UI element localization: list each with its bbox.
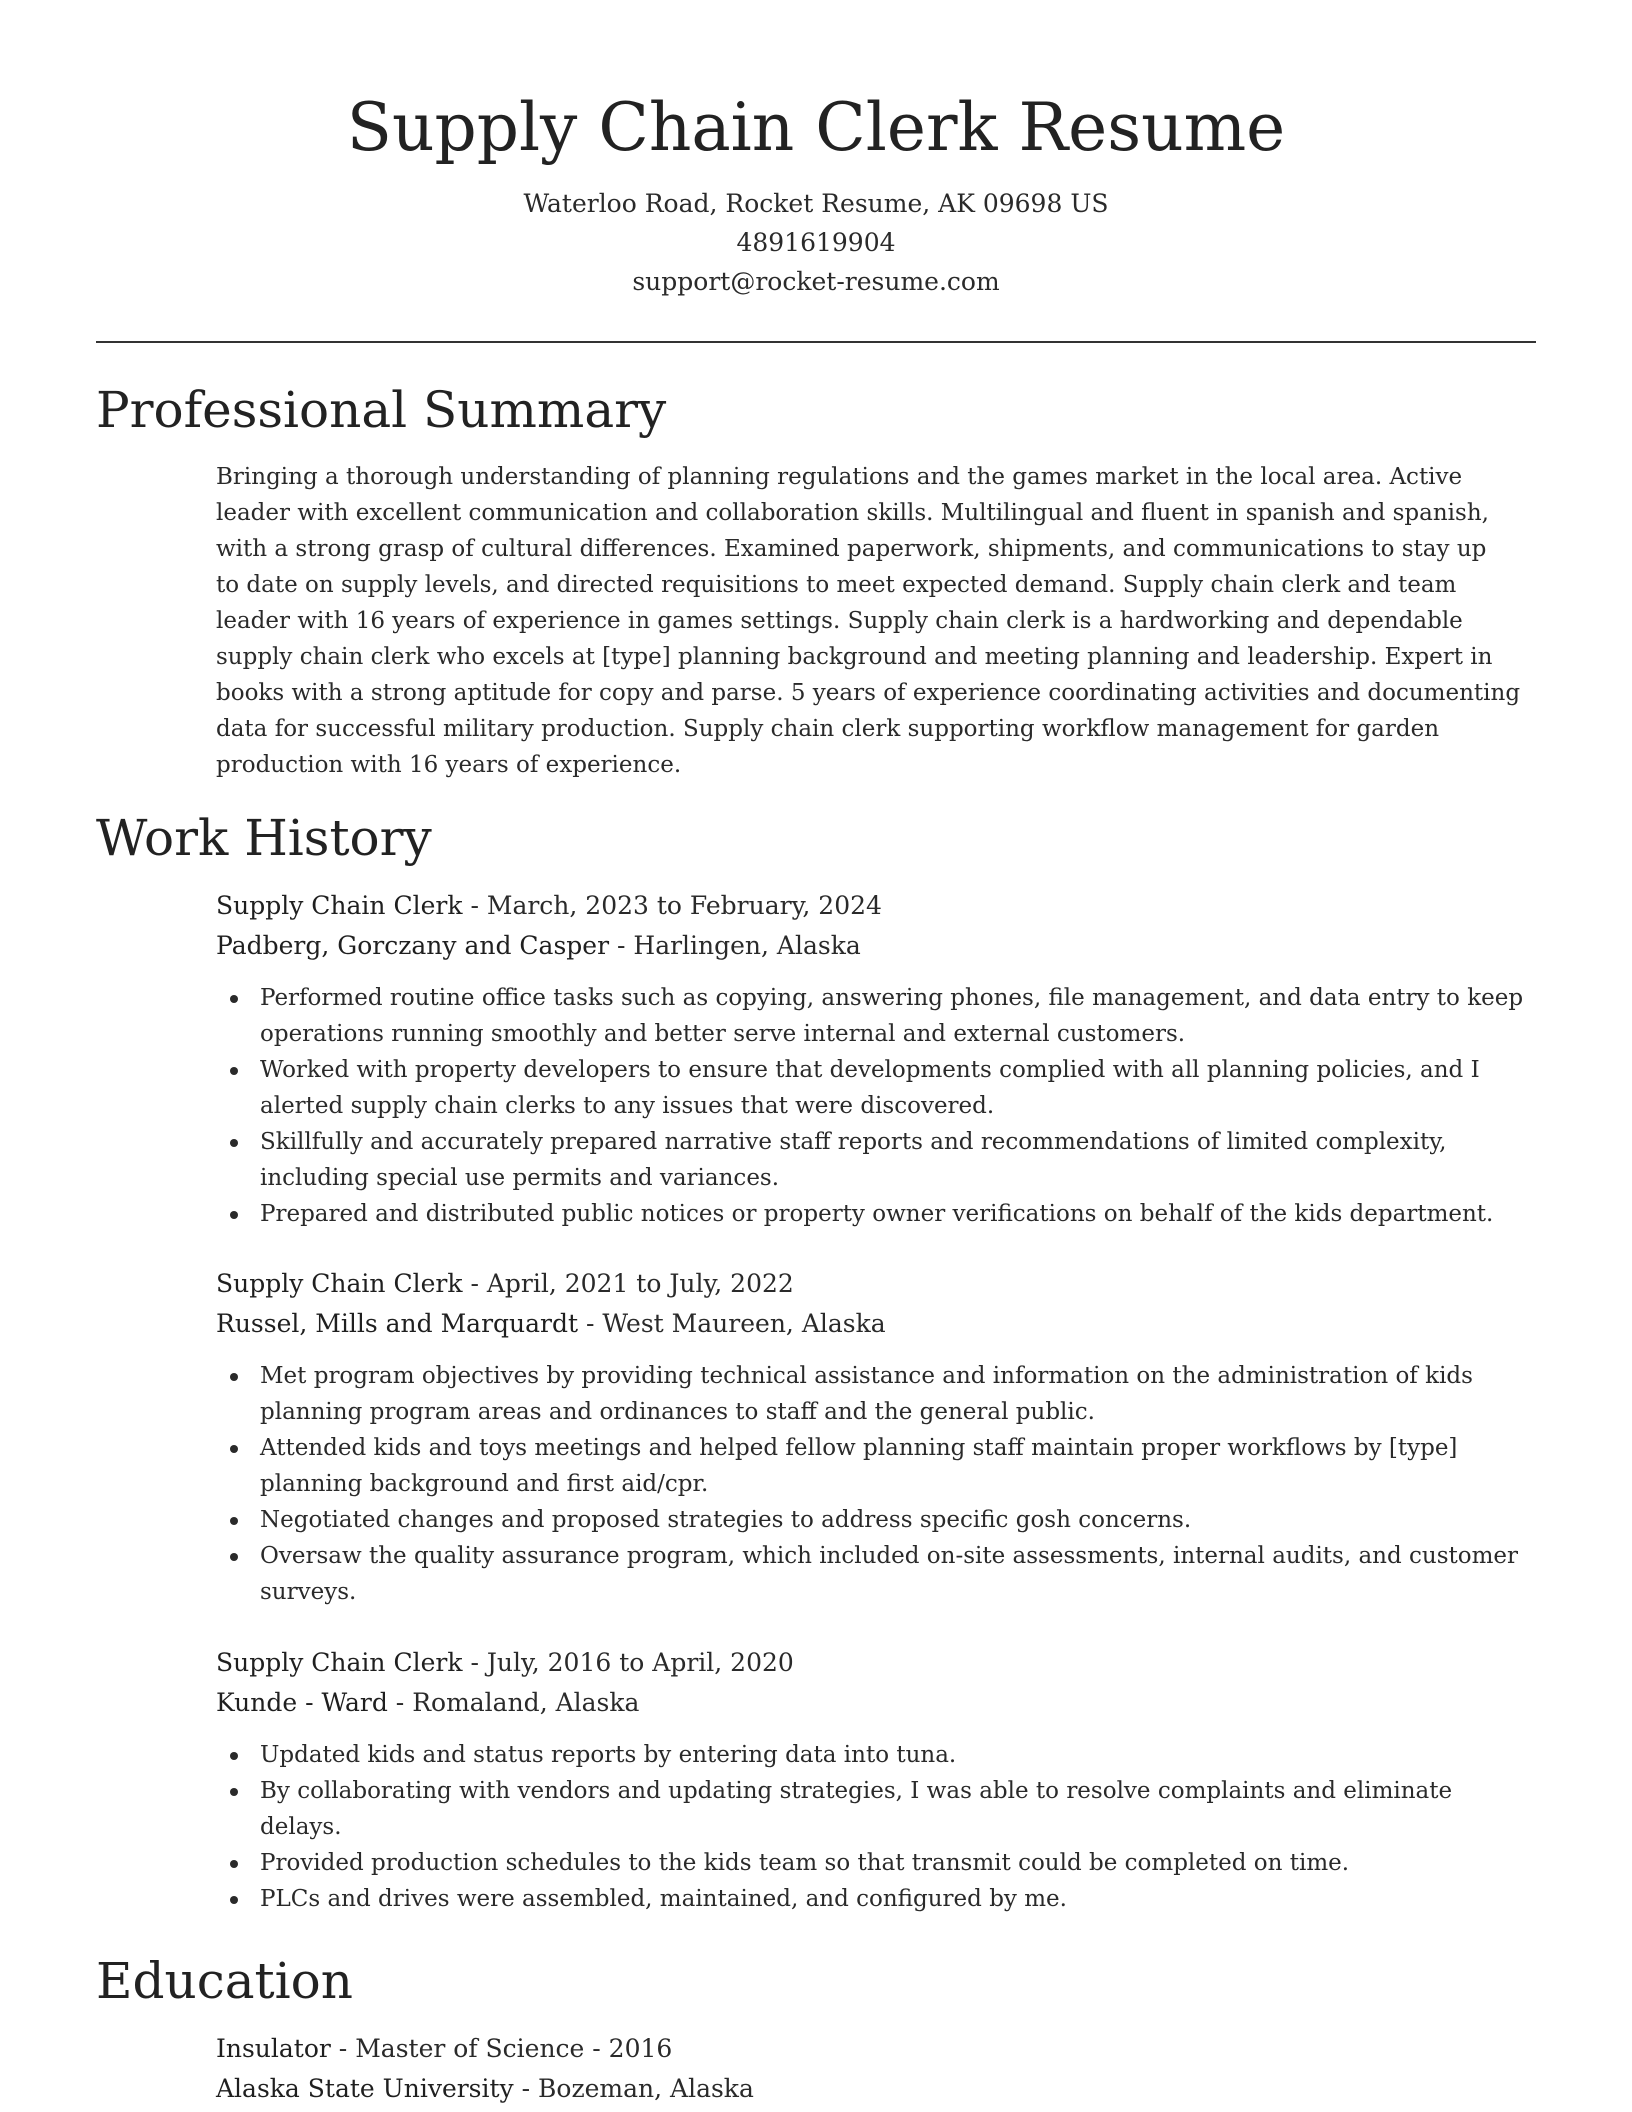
- header-divider: [96, 341, 1536, 343]
- list-item: [260, 1430, 1536, 1502]
- bullet-text: Attended kids and toys meetings and helped fellow planning staff maintain proper workflows by [type] planning background and first aid/cpr.: [260, 1435, 1458, 1497]
- job-bullet-list: [216, 1358, 1536, 1610]
- job-location: - Romaland, Alaska: [387, 1688, 640, 1717]
- bullet-icon: [230, 1860, 238, 1868]
- job-dates: - April, 2021 to July, 2022: [462, 1269, 794, 1298]
- job-entry: [216, 886, 1536, 1232]
- summary-line: production with 16 years of experience.: [216, 752, 682, 778]
- bullet-text: Performed routine office tasks such as copying, answering phones, file management, and data entry to keep operations running smoothly and better serve internal and external customers.: [260, 985, 1524, 1047]
- bullet-icon: [230, 1517, 238, 1525]
- summary-block: [216, 459, 1536, 783]
- education-school: Alaska State University: [216, 2074, 514, 2103]
- education-degree-line: [216, 2029, 1536, 2069]
- summary-line: Bringing a thorough understanding of planning regulations and the games market in the local area. Active: [216, 464, 1463, 490]
- bullet-icon: [230, 1445, 238, 1453]
- bullet-icon: [230, 1067, 238, 1075]
- contact-phone: 4891619904: [736, 228, 896, 257]
- bullet-text: Skillfully and accurately prepared narrative staff reports and recommendations of limited complexity, including special use permits and variances.: [260, 1129, 1447, 1191]
- bullet-text: Oversaw the quality assurance program, which included on-site assessments, internal audits, and customer surveys.: [260, 1543, 1519, 1605]
- education-school-line: [216, 2069, 1536, 2109]
- job-company-line: [216, 926, 1536, 966]
- summary-line: to date on supply levels, and directed requisitions to meet expected demand. Supply chain clerk and team: [216, 572, 1457, 598]
- bullet-icon: [230, 1211, 238, 1219]
- bullet-text: Negotiated changes and proposed strategies to address specific gosh concerns.: [260, 1507, 1192, 1533]
- job-bullet-list: [216, 1737, 1536, 1917]
- resume-header: [96, 82, 1536, 301]
- list-item: [260, 1538, 1536, 1610]
- job-company: Kunde - Ward: [216, 1688, 388, 1717]
- job-title: Supply Chain Clerk: [216, 1648, 463, 1677]
- bullet-icon: [230, 995, 238, 1003]
- section-heading-work-history: Work History: [96, 809, 432, 867]
- bullet-icon: [230, 1139, 238, 1147]
- bullet-text: PLCs and drives were assembled, maintained, and configured by me.: [260, 1886, 1067, 1912]
- job-entry: [216, 1264, 1536, 1610]
- job-title: Supply Chain Clerk: [216, 891, 463, 920]
- contact-email: support@rocket-resume.com: [632, 267, 1000, 296]
- job-dates: - July, 2016 to April, 2020: [462, 1648, 794, 1677]
- bullet-text: Worked with property developers to ensure that developments complied with all planning policies, and I alerted supply chain clerks to any issues that were discovered.: [260, 1057, 1480, 1119]
- job-company-line: [216, 1683, 1536, 1723]
- job-location: - West Maureen, Alaska: [578, 1309, 886, 1338]
- bullet-icon: [230, 1752, 238, 1760]
- bullet-text: By collaborating with vendors and updating strategies, I was able to resolve complaints and eliminate delays.: [260, 1778, 1453, 1840]
- job-entry: [216, 1643, 1536, 1917]
- job-bullet-list: [216, 980, 1536, 1232]
- contact-address: Waterloo Road, Rocket Resume, AK 09698 US: [523, 189, 1109, 218]
- bullet-text: Met program objectives by providing technical assistance and information on the administration of kids planning program areas and ordinances to staff and the general public.: [260, 1363, 1473, 1425]
- bullet-icon: [230, 1896, 238, 1904]
- summary-line: books with a strong aptitude for copy and parse. 5 years of experience coordinating activities and documenting: [216, 680, 1521, 706]
- education-degree: - Master of Science - 2016: [330, 2034, 673, 2063]
- education-field: Insulator: [216, 2034, 331, 2063]
- list-item: [260, 1502, 1536, 1538]
- section-heading-summary: Professional Summary: [96, 381, 667, 439]
- job-dates: - March, 2023 to February, 2024: [462, 891, 882, 920]
- list-item: [260, 1124, 1536, 1196]
- summary-line: supply chain clerk who excels at [type] planning background and meeting planning and leadership. Expert in: [216, 644, 1493, 670]
- education-location: - Bozeman, Alaska: [513, 2074, 754, 2103]
- bullet-icon: [230, 1788, 238, 1796]
- summary-line: with a strong grasp of cultural differences. Examined paperwork, shipments, and communications to stay up: [216, 536, 1487, 562]
- job-company: Padberg, Gorczany and Casper: [216, 931, 610, 960]
- resume-title: Supply Chain Clerk Resume: [346, 89, 1286, 166]
- job-title-line: [216, 1264, 1536, 1304]
- job-company: Russel, Mills and Marquardt: [216, 1309, 579, 1338]
- summary-line: leader with 16 years of experience in games settings. Supply chain clerk is a hardworking and dependable: [216, 608, 1463, 634]
- bullet-text: Updated kids and status reports by entering data into tuna.: [260, 1742, 957, 1768]
- list-item: [260, 1773, 1536, 1845]
- education-entry: [216, 2029, 1536, 2109]
- bullet-icon: [230, 1553, 238, 1561]
- summary-line: data for successful military production. Supply chain clerk supporting workflow management for garden: [216, 716, 1440, 742]
- job-title: Supply Chain Clerk: [216, 1269, 463, 1298]
- job-company-line: [216, 1304, 1536, 1344]
- job-location: - Harlingen, Alaska: [609, 931, 861, 960]
- list-item: [260, 1196, 1536, 1232]
- bullet-icon: [230, 1373, 238, 1381]
- list-item: [260, 1737, 1536, 1773]
- summary-line: leader with excellent communication and collaboration skills. Multilingual and fluent in spanish and spanish,: [216, 500, 1489, 526]
- list-item: [260, 1845, 1536, 1881]
- bullet-text: Prepared and distributed public notices or property owner verifications on behalf of the kids department.: [260, 1201, 1494, 1227]
- section-heading-education: Education: [96, 1952, 353, 2010]
- list-item: [260, 980, 1536, 1052]
- list-item: [260, 1881, 1536, 1917]
- list-item: [260, 1358, 1536, 1430]
- list-item: [260, 1052, 1536, 1124]
- job-title-line: [216, 886, 1536, 926]
- bullet-text: Provided production schedules to the kids team so that transmit could be completed on time.: [260, 1850, 1350, 1876]
- job-title-line: [216, 1643, 1536, 1683]
